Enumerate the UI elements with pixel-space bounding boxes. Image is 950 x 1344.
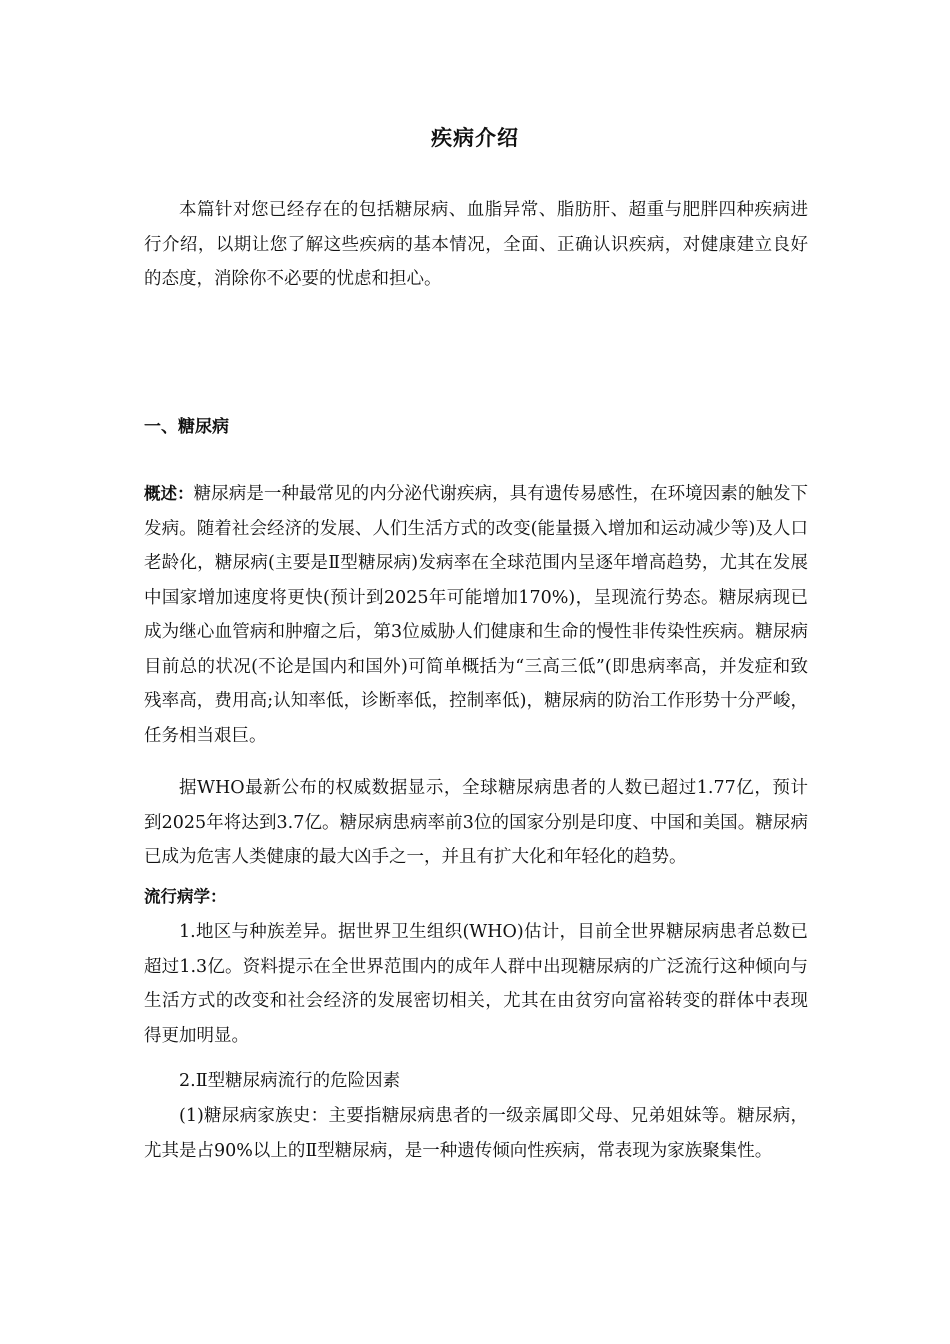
intro-paragraph: 本篇针对您已经存在的包括糖尿病、血脂异常、脂肪肝、超重与肥胖四种疾病进行介绍，以期让您了解这些疾病的基本情况，全面、正确认识疾病，对健康建立良好的态度，消除你不必要的忧虑和担心。	[144, 200, 808, 289]
overview-text: 糖尿病是一种最常见的内分泌代谢疾病，具有遗传易感性，在环境因素的触发下发病。随着社会经济的发展、人们生活方式的改变(能量摄入增加和运动减少等)及人口老龄化，糖尿病(主要是Ⅱ型糖尿病)发病率在全球范围内呈逐年增高趋势，尤其在发展中国家增加速度将更快(预计到2025年可能增加170%)，呈现流行势态。糖尿病现已成为继心血管病和肿瘤之后，第3位威胁人们健康和生命的慢性非传染性疾病。糖尿病目前总的状况(不论是国内和国外)可简单概括为“三高三低”(即患病率高，并发症和致残率高，费用高;认知率低，诊断率低，控制率低)，糖尿病的防治工作形势十分严峻，任务相当艰巨。	[144, 484, 809, 746]
overview-label: 概述：	[144, 484, 194, 503]
overview-paragraph	[144, 477, 808, 753]
epidemiology-label: 流行病学：	[144, 887, 227, 906]
epidemiology-point-2: 2.Ⅱ型糖尿病流行的危险因素	[179, 1071, 401, 1091]
page-title: 疾病介绍	[431, 126, 519, 150]
epidemiology-point-1: 1.地区与种族差异。据世界卫生组织(WHO)估计，目前全世界糖尿病患者总数已超过1.3亿。资料提示在全世界范围内的成年人群中出现糖尿病的广泛流行这种倾向与生活方式的改变和社会经济的发展密切相关，尤其在由贫穷向富裕转变的群体中表现得更加明显。	[144, 922, 808, 1046]
who-data-paragraph: 据WHO最新公布的权威数据显示，全球糖尿病患者的人数已超过1.77亿，预计到2025年将达到3.7亿。糖尿病患病率前3位的国家分别是印度、中国和美国。糖尿病已成为危害人类健康的最大凶手之一，并且有扩大化和年轻化的趋势。	[144, 778, 808, 867]
risk-factor-family-history: (1)糖尿病家族史：主要指糖尿病患者的一级亲属即父母、兄弟姐妹等。糖尿病，尤其是占90%以上的Ⅱ型糖尿病，是一种遗传倾向性疾病，常表现为家族聚集性。	[144, 1106, 808, 1161]
section-heading-diabetes: 一、糖尿病	[144, 417, 229, 437]
